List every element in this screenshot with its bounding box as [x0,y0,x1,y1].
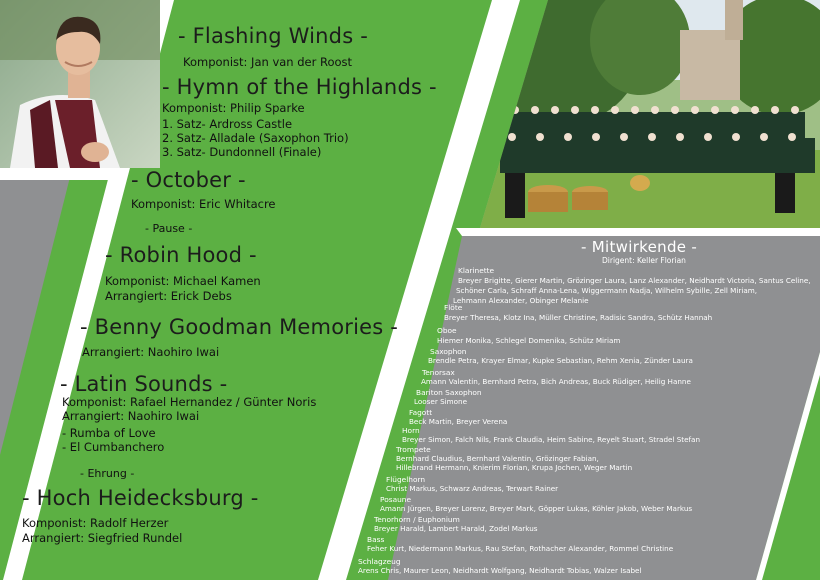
section-floete: Flöte [444,303,463,312]
left-white-separator [0,168,125,180]
mitwirkende-title: - Mitwirkende - [581,238,698,256]
program-movement-2: 2. Satz- Alladale (Saxophon Trio) [162,131,349,145]
names-klarinette-1: Breyer Brigitte, Gierer Martin, Grözinger Laura, Lanz Alexander, Neidhardt Victoria, Santus Celine, [458,276,811,285]
section-bariton-saxophon: Bariton Saxophon [416,388,482,397]
program-composer-hymn: Komponist: Philip Sparke [162,101,305,115]
program-title-hymn-of-the-highlands: - Hymn of the Highlands - [162,75,437,99]
program-title-hoch-heidecksburg: - Hoch Heidecksburg - [22,486,259,510]
program-movement-1: 1. Satz- Ardross Castle [162,117,293,131]
names-horn: Breyer Simon, Falch Nils, Frank Claudia, Heim Sabine, Reyelt Stuart, Stradel Stefan [402,435,701,444]
names-tenorsax: Amann Valentin, Bernhard Petra, Bich Andreas, Buck Rüdiger, Heilig Hanne [421,377,691,386]
names-bariton-saxophon: Looser Simone [414,397,468,406]
section-fluegelhorn: Flügelhorn [386,475,426,484]
program-composer-robin-hood: Komponist: Michael Kamen [105,274,261,288]
section-posaune: Posaune [380,495,412,504]
program-arranger-hoch-heidecksburg: Arrangiert: Siegfried Rundel [22,531,183,545]
section-klarinette: Klarinette [458,266,495,275]
section-tenorhorn-euphonium: Tenorhorn / Euphonium [374,515,460,524]
section-horn: Horn [402,426,420,435]
conductor-photo [0,0,160,168]
program-movement-3: 3. Satz- Dundonnell (Finale) [162,145,322,159]
program-ehrung: - Ehrung - [80,467,135,480]
program-arranger-latin-sounds: Arrangiert: Naohiro Iwai [62,409,200,423]
names-oboe: Hiemer Monika, Schlegel Domenika, Schütz Miriam [437,336,621,345]
section-saxophon: Saxophon [430,347,467,356]
names-trompete-2: Hillebrand Hermann, Knierim Florian, Krupa Jochen, Weger Martin [396,463,633,472]
program-title-flashing-winds: - Flashing Winds - [178,24,369,48]
names-saxophon: Brendle Petra, Krayer Elmar, Kupke Sebastian, Rehm Xenia, Zünder Laura [428,356,693,365]
program-title-benny-goodman: - Benny Goodman Memories - [80,315,399,339]
program-title-robin-hood: - Robin Hood - [105,243,257,267]
section-tenorsax: Tenorsax [422,368,455,377]
section-fagott: Fagott [409,408,433,417]
section-schlagzeug: Schlagzeug [358,557,401,566]
program-composer-latin-sounds: Komponist: Rafael Hernandez / Günter Noris [62,395,317,409]
program-composer-october: Komponist: Eric Whitacre [131,197,276,211]
dirigent-line: Dirigent: Keller Florian [602,256,686,265]
names-fluegelhorn: Christ Markus, Schwarz Andreas, Terwart Rainer [386,484,559,493]
program-title-october: - October - [131,168,246,192]
program-arranger-benny-goodman: Arrangiert: Naohiro Iwai [82,345,220,359]
program-arranger-robin-hood: Arrangiert: Erick Debs [105,289,232,303]
names-tenorhorn-euphonium: Breyer Harald, Lambert Harald, Zodel Markus [374,524,538,533]
names-schlagzeug: Arens Chris, Maurer Leon, Neidhardt Wolfgang, Neidhardt Tobias, Walzer Isabel [358,566,642,575]
names-klarinette-3: Lehmann Alexander, Obinger Melanie [453,296,589,305]
program-title-latin-sounds: - Latin Sounds - [60,372,228,396]
section-trompete: Trompete [396,445,431,454]
names-trompete-1: Bernhard Claudius, Bernhard Valentin, Grözinger Fabian, [396,454,599,463]
section-oboe: Oboe [437,326,457,335]
program-pause: - Pause - [145,222,193,235]
names-posaune: Amann Jürgen, Breyer Lorenz, Breyer Mark, Göpper Lukas, Köhler Jakob, Weber Markus [380,504,693,513]
section-bass: Bass [367,535,385,544]
names-klarinette-2: Schöner Carla, Schraff Anna-Lena, Wiggermann Nadja, Wilhelm Sybille, Zell Miriam, [456,286,758,295]
names-bass: Feher Kurt, Niedermann Markus, Rau Stefan, Rothacher Alexander, Rommel Christine [367,544,674,553]
names-fagott: Beck Martin, Breyer Verena [409,417,508,426]
program-composer-hoch-heidecksburg: Komponist: Radolf Herzer [22,516,169,530]
program-piece-el-cumbanchero: - El Cumbanchero [62,440,165,454]
program-piece-rumba-of-love: - Rumba of Love [62,426,156,440]
program-composer-flashing-winds: Komponist: Jan van der Roost [183,55,353,69]
names-floete: Breyer Theresa, Klotz Ina, Müller Christine, Radisic Sandra, Schütz Hannah [444,313,713,322]
